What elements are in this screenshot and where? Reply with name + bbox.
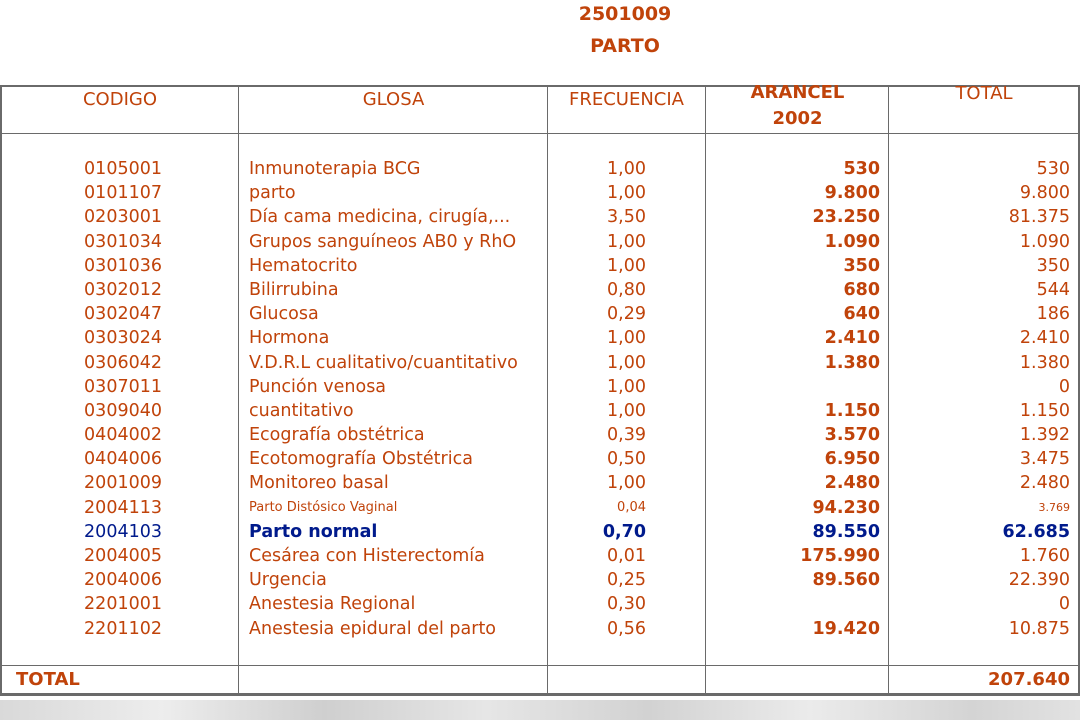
total-cell: 9.800 — [1019, 183, 1070, 204]
codigo-cell: 0307011 — [84, 376, 162, 397]
codigo-cell: 0203001 — [84, 207, 162, 228]
glosa-cell: Hormona — [249, 328, 330, 349]
codigo-cell: 2004103 — [84, 521, 162, 542]
col-header-arancel: ARANCEL — [750, 82, 845, 103]
codigo-cell: 0303024 — [84, 328, 162, 349]
header-name: PARTO — [590, 35, 660, 57]
total-rule — [0, 665, 1080, 666]
arancel-column — [706, 157, 880, 641]
frecuencia-cell: 0,29 — [607, 304, 646, 325]
total-column — [890, 157, 1070, 641]
codigo-cell: 2001009 — [84, 473, 162, 494]
frecuencia-cell: 0,39 — [607, 425, 646, 446]
glosa-cell: Día cama medicina, cirugía,... — [249, 207, 511, 228]
codigo-cell: 0301034 — [84, 231, 162, 252]
arancel-cell: 89.550 — [812, 521, 880, 542]
total-cell: 350 — [1036, 255, 1070, 276]
frecuencia-cell: 0,56 — [607, 618, 646, 639]
frecuencia-cell: 1,00 — [607, 352, 646, 373]
frecuencia-cell: 0,25 — [607, 570, 646, 591]
total-cell: 1.760 — [1019, 546, 1070, 566]
header-code: 2501009 — [578, 3, 672, 25]
total-cell: 530 — [1036, 159, 1070, 179]
frecuencia-cell: 0,01 — [607, 546, 646, 566]
col-divider — [888, 85, 889, 696]
frecuencia-cell: 1,00 — [607, 473, 646, 494]
codigo-cell: 2201001 — [84, 594, 162, 615]
glosa-cell: Punción venosa — [249, 376, 387, 397]
col-header-codigo: CODIGO — [82, 89, 158, 110]
total-cell: 0 — [1058, 594, 1070, 615]
frecuencia-cell: 1,00 — [607, 376, 646, 397]
total-cell: 0 — [1058, 376, 1070, 397]
glosa-cell: Parto Distósico Vaginal — [249, 499, 398, 515]
codigo-cell: 0309040 — [84, 400, 162, 421]
codigo-cell: 0302047 — [84, 304, 162, 325]
glosa-cell: Ecografía obstétrica — [249, 425, 425, 446]
codigo-cell: 2004005 — [84, 546, 162, 566]
arancel-cell: 1.090 — [824, 231, 880, 252]
frecuencia-cell: 0,80 — [607, 279, 646, 300]
glosa-cell: Hematocrito — [249, 255, 358, 276]
total-cell: 1.392 — [1019, 425, 1070, 446]
arancel-cell: 23.250 — [812, 207, 880, 228]
arancel-cell — [706, 375, 880, 399]
codigo-cell: 2004113 — [84, 497, 162, 518]
codigo-column — [0, 157, 240, 641]
table-bottom-rule — [0, 693, 1080, 696]
glosa-cell: cuantitativo — [249, 400, 354, 421]
glosa-cell: parto — [249, 183, 296, 204]
codigo-cell: 2201102 — [84, 618, 162, 639]
arancel-cell: 89.560 — [812, 570, 880, 591]
col-header-glosa: GLOSA — [362, 89, 425, 110]
frecuencia-cell: 0,30 — [607, 594, 646, 615]
glosa-cell: Grupos sanguíneos AB0 y RhO — [249, 231, 517, 252]
col-header-arancel-year: 2002 — [772, 108, 823, 129]
total-cell: 544 — [1036, 279, 1070, 300]
arancel-cell: 3.570 — [824, 425, 880, 446]
frecuencia-cell: 1,00 — [607, 183, 646, 204]
frecuencia-cell: 0,04 — [617, 499, 646, 515]
col-header-frecuencia: FRECUENCIA — [568, 89, 684, 110]
glosa-cell: Inmunoterapia BCG — [249, 159, 421, 179]
cost-table — [0, 82, 1080, 696]
codigo-cell: 0301036 — [84, 255, 162, 276]
total-cell: 22.390 — [1008, 570, 1070, 591]
arancel-cell: 6.950 — [824, 449, 880, 470]
total-cell: 1.090 — [1019, 231, 1070, 252]
glosa-column — [249, 157, 549, 641]
frecuencia-cell: 0,50 — [607, 449, 646, 470]
frecuencia-cell: 1,00 — [607, 159, 646, 179]
arancel-cell: 640 — [843, 304, 880, 325]
codigo-cell: 0101107 — [84, 183, 162, 204]
arancel-cell: 680 — [843, 279, 880, 300]
glosa-cell: Anestesia Regional — [249, 594, 416, 615]
arancel-cell: 9.800 — [824, 183, 880, 204]
arancel-cell: 19.420 — [812, 618, 880, 639]
glosa-cell: Urgencia — [249, 570, 327, 591]
codigo-cell: 0404002 — [84, 425, 162, 446]
glosa-cell: Ecotomografía Obstétrica — [249, 449, 473, 470]
arancel-cell: 2.480 — [824, 473, 880, 494]
arancel-cell: 350 — [843, 255, 880, 276]
codigo-cell: 0105001 — [84, 159, 162, 179]
frecuencia-cell: 0,70 — [602, 521, 646, 542]
codigo-cell: 0404006 — [84, 449, 162, 470]
glosa-cell: Monitoreo basal — [249, 473, 389, 494]
frecuencia-cell: 1,00 — [607, 328, 646, 349]
glosa-cell: Cesárea con Histerectomía — [249, 546, 485, 566]
glosa-cell: Parto normal — [249, 521, 378, 542]
arancel-cell: 94.230 — [812, 497, 880, 518]
total-cell: 186 — [1036, 304, 1070, 325]
total-cell: 10.875 — [1008, 618, 1070, 639]
frecuencia-cell: 1,00 — [607, 400, 646, 421]
arancel-cell: 1.150 — [824, 400, 880, 421]
frecuencia-cell: 3,50 — [607, 207, 646, 228]
codigo-cell: 0306042 — [84, 352, 162, 373]
slide-footer-band — [0, 700, 1080, 720]
total-cell: 1.380 — [1019, 352, 1070, 373]
arancel-cell: 530 — [843, 159, 880, 179]
arancel-cell — [706, 592, 880, 616]
glosa-cell: Anestesia epidural del parto — [249, 618, 497, 639]
arancel-cell: 2.410 — [824, 328, 880, 349]
total-cell: 62.685 — [1002, 521, 1070, 542]
total-value: 207.640 — [988, 669, 1070, 690]
glosa-cell: Glucosa — [249, 304, 319, 325]
frecuencia-column — [548, 157, 646, 641]
total-cell: 3.769 — [1038, 500, 1070, 514]
total-cell: 2.410 — [1019, 328, 1070, 349]
header-rule — [0, 133, 1080, 134]
glosa-cell: V.D.R.L cualitativo/cuantitativo — [249, 352, 518, 373]
frecuencia-cell: 1,00 — [607, 231, 646, 252]
arancel-cell: 1.380 — [824, 352, 880, 373]
total-cell: 1.150 — [1019, 400, 1070, 421]
total-cell: 3.475 — [1019, 449, 1070, 470]
total-label: TOTAL — [16, 669, 80, 690]
codigo-cell: 2004006 — [84, 570, 162, 591]
codigo-cell: 0302012 — [84, 279, 162, 300]
frecuencia-cell: 1,00 — [607, 255, 646, 276]
arancel-cell: 175.990 — [800, 546, 880, 566]
glosa-cell: Bilirrubina — [249, 279, 339, 300]
total-cell: 81.375 — [1008, 207, 1070, 228]
total-cell: 2.480 — [1019, 473, 1070, 494]
col-header-total: TOTAL — [955, 83, 1013, 104]
